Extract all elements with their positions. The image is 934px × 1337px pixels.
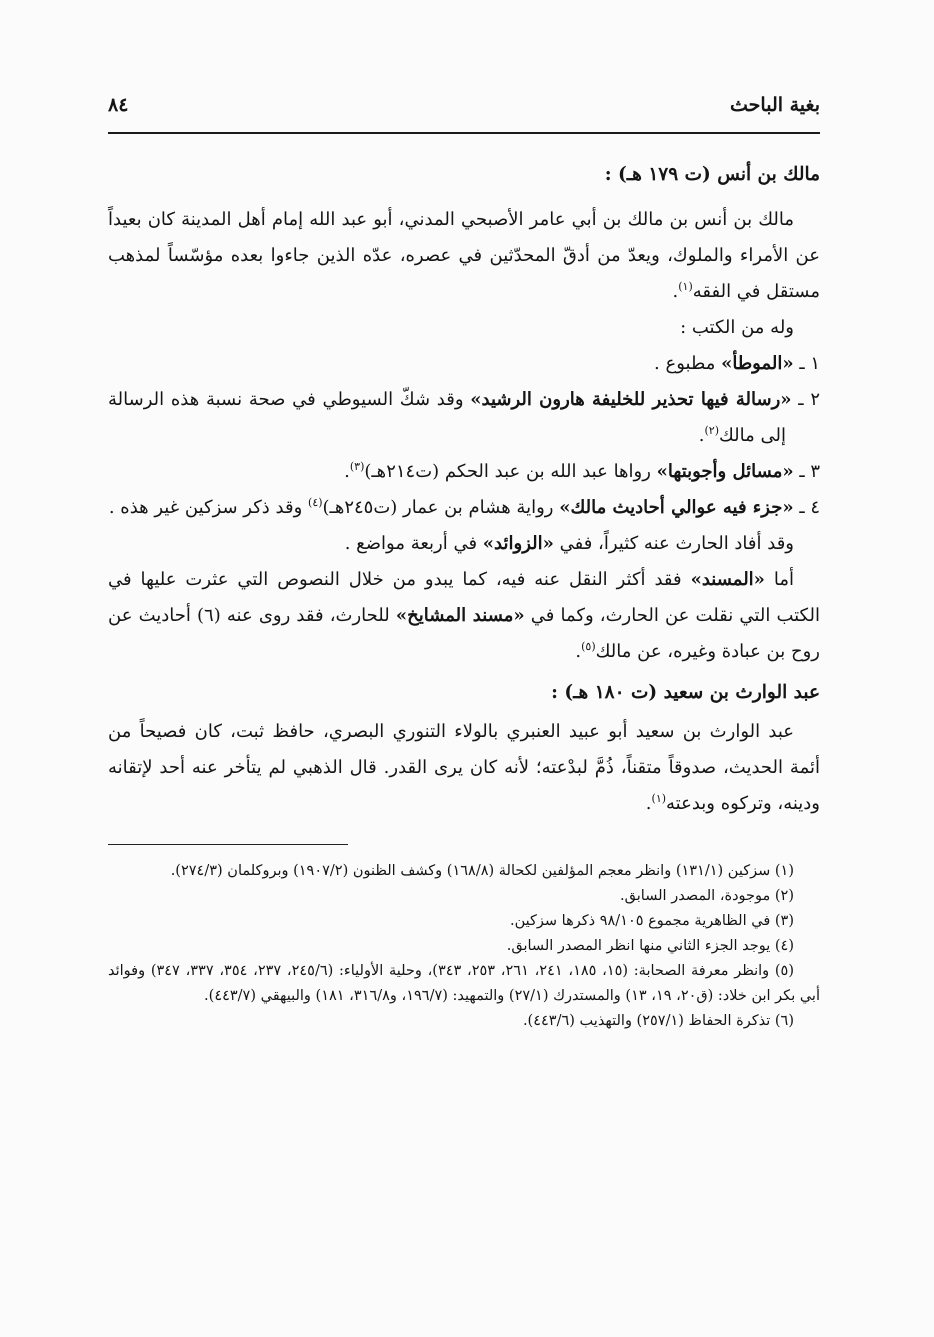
page-header <box>108 88 820 134</box>
footnote-ref: (٢) <box>704 424 719 437</box>
book-title: «الموطأ» <box>721 353 794 374</box>
footnote-ref: (٥) <box>581 640 596 653</box>
footnote-4: (٤) يوجد الجزء الثاني منها انظر المصدر السابق. <box>506 938 794 954</box>
footnote-5: (٥) وانظر معرفة الصحابة: (١٥، ١٨٥، ٢٤١، ٢٦١، ٢٥٣، ٣٤٣)، وحلية الأولياء: (٢٤٥/٦، ٢٣٧، ٣٥٤، ٣٣٧، ٣٤٧) وفوائد أبي بكر ابن خلاد: (ق٢٠، ١٩، ١٣) والمستدرك (٢٧/١) والتمهيد: (١٩٦/٧، و٣١٦/٨، ١٨١) والبيهقي (٤٤٣/٧). <box>108 963 820 1004</box>
book-number: ٢ ـ <box>798 389 820 410</box>
book-number: ١ ـ <box>799 353 820 374</box>
document-page <box>108 88 820 1034</box>
footnote-6: (٦) تذكرة الحفاظ (٢٥٧/١) والتهذيب (٤٤٣/٦). <box>522 1013 794 1029</box>
footnotes <box>108 859 820 1034</box>
book-number: ٤ ـ <box>799 497 820 518</box>
running-title: بغية الباحث <box>730 94 820 116</box>
book-item-3: ٣ ـ «مسائل وأجوبتها» رواها عبد الله بن عبد الحكم (ت٢١٤هـ)$^{(٣)}$. <box>344 460 820 482</box>
musnad-paragraph: أما «المسند» فقد أكثر النقل عنه فيه، كما يبدو من خلال النصوص التي عثرت عليها في الكتب التي نقلت عن الحارث، وكما في «مسند المشايخ» للحارث، فقد روى عنه (٦) أحاديث عن روح بن عبادة وغيره، عن مالك$^{(٥)}$. <box>108 569 820 662</box>
book-item-1 <box>108 346 820 382</box>
malik-bio: مالك بن أنس بن مالك بن أبي عامر الأصبحي المدني، أبو عبد الله إمام أهل المدينة كان بعيداً عن الأمراء والملوك، ويعدّ من أدقّ المحدّثين في عصره، عدّه الذين جاءوا بعده مؤسّساً لمذهب مستقل في الفقه$^{(١)}$. <box>108 209 820 302</box>
footnote-ref: (٤) <box>308 496 323 509</box>
book-desc: رواها عبد الله بن عبد الحكم (ت٢١٤هـ) <box>364 461 657 482</box>
book-item-4: ٤ ـ «جزء فيه عوالي أحاديث مالك» رواية هشام بن عمار (ت٢٤٥هـ)$^{(٤)}$ وقد ذكر سزكين غير هذه . <box>108 496 820 518</box>
page-number: ٨٤ <box>108 94 129 116</box>
book-number: ٣ ـ <box>799 461 820 482</box>
book-desc: مطبوع . <box>654 353 722 374</box>
abdulwarith-bio: عبد الوارث بن سعيد أبو عبيد العنبري بالولاء التنوري البصري، حافظ ثبت، كان فصيحاً من أئمة الحديث، صدوقاً متقناً، ذُمَّ لبدْعته؛ لأنه كان يرى القدر. قال الذهبي لم يتأخر عنه أحد لإتقانه ودينه، وتركوه وبدعته$^{(١)}$. <box>108 721 820 814</box>
footnote-ref: (٣) <box>349 460 365 473</box>
footnote-ref: (١) <box>651 792 667 805</box>
section-heading-abdulwarith: عبد الوارث بن سعيد (ت ١٨٠ هـ) : <box>551 682 820 703</box>
book-item-2: ٢ ـ «رسالة فيها تحذير للخليفة هارون الرشيد» وقد شكّ السيوطي في صحة نسبة هذه الرسالة إلى مالك$^{(٢)}$. <box>108 389 820 446</box>
book-title: «جزء فيه عوالي أحاديث مالك» <box>559 497 794 518</box>
benefit-paragraph: وقد أفاد الحارث عنه كثيراً، ففي «الزوائد» في أربعة مواضع . <box>344 533 794 554</box>
books-intro: وله من الكتب : <box>680 317 794 338</box>
footnote-1: (١) سزكين (١٣١/١) وانظر معجم المؤلفين لكحالة (١٦٨/٨) وكشف الظنون (١٩٠٧/٢) وبروكلمان (٢٧٤/٣). <box>170 863 794 879</box>
book-title: «رسالة فيها تحذير للخليفة هارون الرشيد» <box>470 389 792 410</box>
book-title: «مسائل وأجوبتها» <box>656 461 794 482</box>
book-desc: رواية هشام بن عمار (ت٢٤٥هـ) <box>322 497 560 518</box>
footnote-2: (٢) موجودة، المصدر السابق. <box>620 888 794 904</box>
book-desc: وقد شكّ السيوطي في صحة نسبة هذه الرسالة إلى مالك <box>108 389 786 446</box>
footnote-separator <box>108 844 348 845</box>
footnote-ref: (١) <box>678 280 693 293</box>
malik-bio-text: مالك بن أنس بن مالك بن أبي عامر الأصبحي المدني، أبو عبد الله إمام أهل المدينة كان بعيداً عن الأمراء والملوك، ويعدّ من أدقّ المحدّثين في عصره، عدّه الذين جاءوا بعده مؤسّساً لمذهب مستقل في الفقه <box>108 209 820 302</box>
footnote-3: (٣) في الظاهرية مجموع ٩٨/١٠٥ ذكرها سزكين. <box>510 913 794 929</box>
section-heading-malik: مالك بن أنس (ت ١٧٩ هـ) : <box>604 164 820 185</box>
